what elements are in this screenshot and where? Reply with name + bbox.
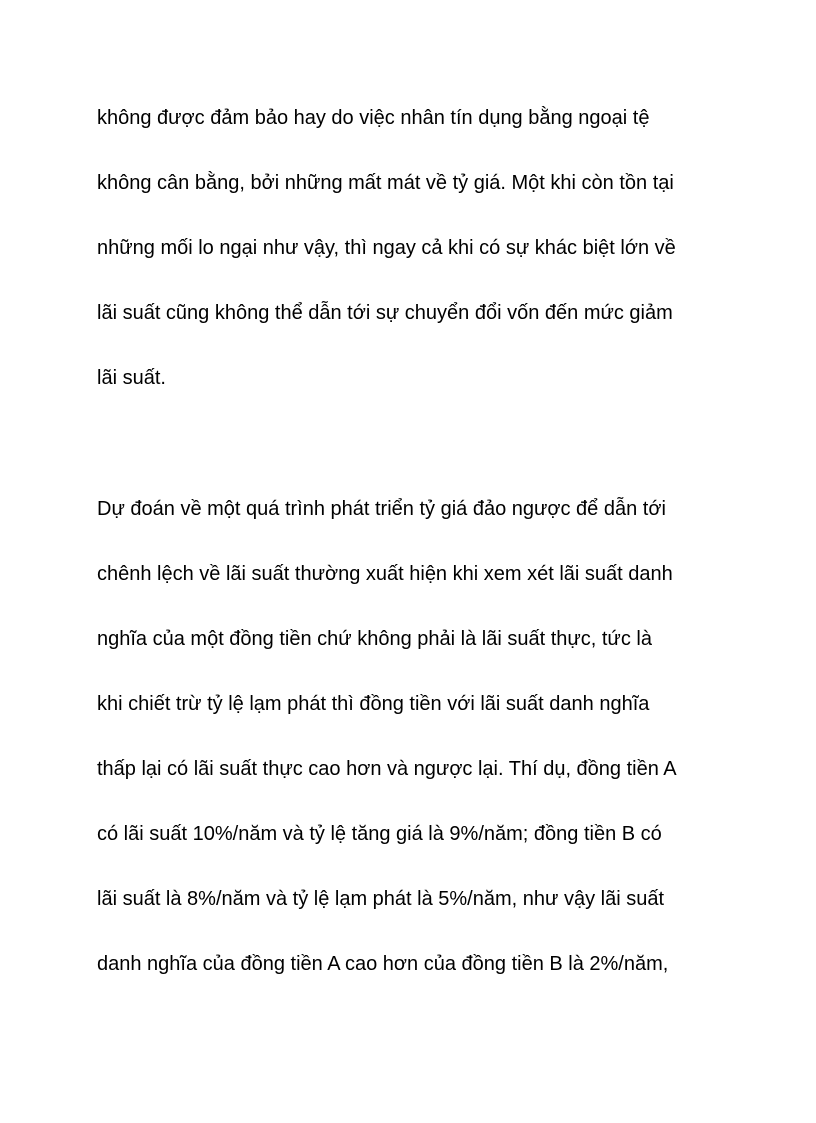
paragraph-1-line-1: không được đảm bảo hay do việc nhân tín dụng bằng ngoại tệ [97,107,650,129]
paragraph-2-line-3: nghĩa của một đồng tiền chứ không phải là lãi suất thực, tức là [97,628,652,650]
paragraph-1-line-2: không cân bằng, bởi những mất mát về tỷ giá. Một khi còn tồn tại [97,172,674,194]
paragraph-2-line-2: chênh lệch về lãi suất thường xuất hiện khi xem xét lãi suất danh [97,563,673,585]
paragraph-1-line-3: những mối lo ngại như vậy, thì ngay cả khi có sự khác biệt lớn về [97,237,676,259]
paragraph-2-line-6: có lãi suất 10%/năm và tỷ lệ tăng giá là 9%/năm; đồng tiền B có [97,823,662,845]
paragraph-2-line-4: khi chiết trừ tỷ lệ lạm phát thì đồng tiền với lãi suất danh nghĩa [97,693,650,715]
paragraph-1-line-4: lãi suất cũng không thể dẫn tới sự chuyển đổi vốn đến mức giảm [97,302,673,324]
paragraph-1-line-5: lãi suất. [97,367,166,389]
paragraph-2-line-1: Dự đoán về một quá trình phát triển tỷ giá đảo ngược để dẫn tới [97,498,666,520]
paragraph-2-line-5: thấp lại có lãi suất thực cao hơn và ngược lại. Thí dụ, đồng tiền A [97,758,677,780]
paragraph-2-line-8: danh nghĩa của đồng tiền A cao hơn của đồng tiền B là 2%/năm, [97,953,669,975]
paragraph-2-line-7: lãi suất là 8%/năm và tỷ lệ lạm phát là 5%/năm, như vậy lãi suất [97,888,665,910]
